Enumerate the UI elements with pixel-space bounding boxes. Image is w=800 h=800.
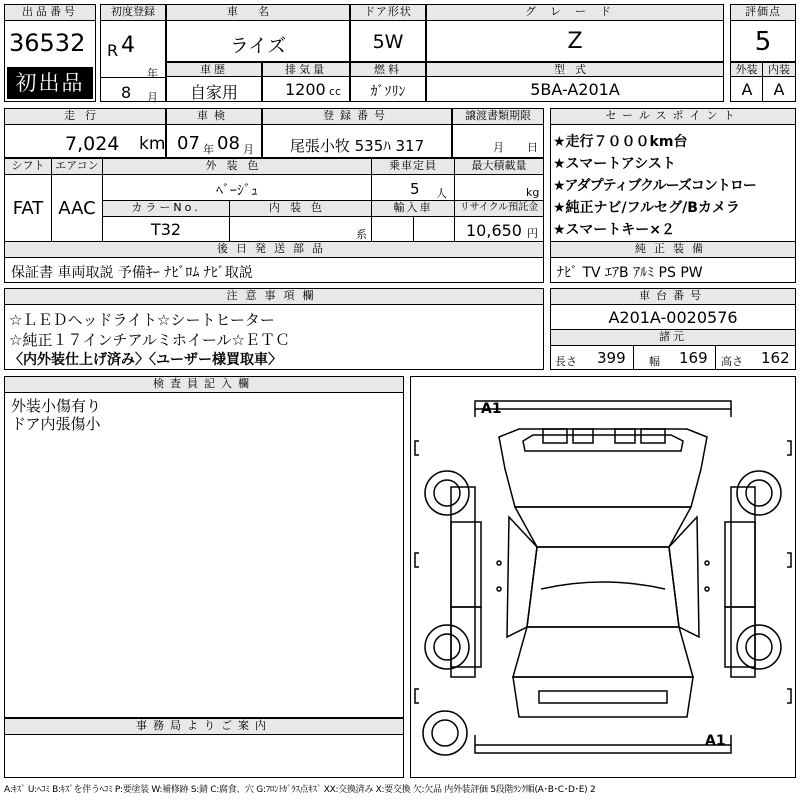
sales-points-box — [550, 108, 796, 242]
specs-label: 諸元 — [550, 329, 796, 346]
first-reg-label: 初度登録 — [100, 4, 166, 21]
transfer-box — [452, 108, 544, 158]
length-label: 長さ — [555, 355, 577, 368]
model-box — [426, 62, 724, 102]
chassis-label: 車台番号 — [550, 288, 796, 305]
mileage-unit: km — [139, 134, 166, 154]
height-label: 高さ — [721, 355, 743, 368]
mileage: 7,024 — [65, 133, 120, 155]
grade-box — [426, 4, 724, 62]
door-label: ドア形状 — [350, 4, 426, 21]
displacement: 1200 — [285, 80, 326, 99]
damage-mark-bottom: A1 — [705, 733, 726, 749]
exterior-grade: A — [741, 80, 753, 99]
ac-label: エアコン — [51, 158, 103, 175]
note-line: 〈内外装仕上げ済み〉〈ユーザー様買取車〉 — [9, 352, 282, 368]
inspection-month: 08 — [217, 133, 240, 154]
history: 自家用 — [189, 83, 238, 102]
plate-label: 登録番号 — [262, 108, 452, 125]
history-label: 車歴 — [166, 62, 262, 77]
era: R — [107, 41, 119, 60]
car-name-box — [166, 4, 350, 62]
length-value: 399 — [597, 349, 626, 367]
load-label: 最大積載量 — [454, 158, 544, 175]
damage-mark-top: A1 — [481, 401, 502, 417]
interior-grade: A — [773, 80, 785, 99]
lot-box — [4, 4, 96, 102]
reg-year: 4 — [121, 33, 135, 58]
grade-label: グレード — [426, 4, 724, 21]
transfer-label: 譲渡書類期限 — [452, 108, 544, 125]
transfer-month-unit: 月 — [493, 141, 504, 154]
inspection-box — [166, 108, 262, 158]
car-name: ライズ — [229, 35, 287, 57]
int-color-label: 内装色 — [229, 200, 372, 217]
door-box — [350, 4, 426, 62]
mileage-label: 走行 — [4, 108, 166, 125]
height-value: 162 — [761, 349, 790, 367]
first-listing-badge: 初出品 — [7, 67, 93, 99]
color-no-label: カラーNo. — [102, 200, 230, 217]
color-no: T32 — [150, 220, 182, 239]
displacement-unit: cc — [329, 85, 342, 98]
sales-point-item: ★走行７０００km台 — [553, 134, 688, 150]
ext-color: ﾍﾞｰｼﾞｭ — [216, 183, 258, 199]
lot-number: 36532 — [9, 29, 86, 57]
fuel-label: 燃料 — [350, 62, 426, 77]
inspection-year-unit: 年 — [203, 143, 214, 156]
ext-int-box — [730, 62, 796, 102]
exterior-label: 外装 — [730, 62, 763, 77]
history-box — [166, 62, 262, 102]
ac-type: AAC — [58, 198, 96, 219]
width-value: 169 — [679, 349, 708, 367]
inspection-label: 車検 — [166, 108, 262, 125]
score: 5 — [754, 27, 772, 57]
fuel: ｶﾞｿﾘﾝ — [370, 84, 406, 100]
office-label: 事務局よりご案内 — [4, 718, 404, 735]
capacity-label: 乗車定員 — [371, 158, 455, 175]
capacity-unit: 人 — [436, 187, 447, 200]
sales-point-item: ★アダプティブクルーズコントロー — [553, 178, 756, 194]
inspection-year: 07 — [177, 133, 200, 154]
shift-label: シフト — [4, 158, 52, 175]
sales-point-item: ★スマートキー×２ — [553, 222, 676, 238]
shift: FAT — [12, 198, 44, 219]
car-outline-diagram — [411, 377, 795, 777]
inspection-month-unit: 月 — [243, 143, 254, 156]
legend-text: A:ｷｽﾞ U:ﾍｺﾐ B:ｷｽﾞを伴うﾍｺﾐ P:要塗装 W:補修跡 S:錆 C:腐食、穴 G:ﾌﾛﾝﾄｶﾞﾗｽ点ｷｽﾞ XX:交換済み X:要交換 欠:欠品 内外装評価 5段階ﾗﾝｸ順(A･B･C･D･E) 2 — [4, 785, 596, 795]
equipment-text: ﾅﾋﾞ TV ｴｱB ｱﾙﾐ PS PW — [557, 265, 703, 281]
lot-label: 出品番号 — [4, 4, 96, 21]
displacement-label: 排気量 — [262, 62, 350, 77]
grade: Z — [567, 29, 583, 54]
recycle-unit: 円 — [527, 227, 538, 240]
displacement-box — [262, 62, 350, 102]
recycle-label: リサイクル預託金 — [454, 200, 544, 217]
notes-box — [4, 288, 544, 370]
inspector-label: 検査員記入欄 — [4, 376, 404, 393]
chassis-number: A201A-0020576 — [608, 308, 738, 327]
equipment-label: 純正装備 — [550, 241, 796, 258]
int-color-unit: 系 — [356, 228, 367, 241]
plate-number: 尾張小牧 535ﾊ 317 — [289, 137, 425, 155]
chassis-box — [550, 288, 796, 370]
car-name-label: 車名 — [166, 4, 350, 21]
capacity: 5 — [410, 180, 420, 198]
sales-point-item: ★純正ナビ/フルセグ/Bカメラ — [553, 200, 740, 216]
load-unit: kg — [526, 186, 540, 199]
ext-color-label: 外装色 — [102, 158, 372, 175]
width-label: 幅 — [649, 355, 660, 368]
door-type: 5W — [372, 31, 404, 53]
reg-month: 8 — [121, 83, 132, 102]
car-diagram — [410, 376, 796, 778]
interior-label: 内装 — [762, 62, 796, 77]
score-box — [730, 4, 796, 62]
transfer-day-unit: 日 — [527, 141, 538, 154]
later-parts-text: 保証書 車両取説 予備ｷｰ ﾅﾋﾞﾛﾑ ﾅﾋﾞ取説 — [11, 265, 253, 281]
sales-point-item: ★スマートアシスト — [553, 156, 676, 172]
sales-points-label: セールスポイント — [550, 108, 796, 125]
equipment-box — [550, 241, 796, 283]
recycle-fee: 10,650 — [466, 221, 522, 240]
note-line: ☆ＬＥＤヘッドライト☆シートヒーター — [9, 311, 275, 329]
first-reg-box — [100, 4, 166, 102]
inspector-box — [4, 376, 404, 718]
inspector-line: 外装小傷有り — [11, 397, 102, 415]
notes-label: 注意事項欄 — [4, 288, 544, 305]
office-box — [4, 718, 404, 778]
later-parts-label: 後日発送部品 — [4, 241, 544, 258]
model: 5BA-A201A — [530, 80, 620, 99]
mileage-box — [4, 108, 166, 158]
import-label: 輸入車 — [371, 200, 455, 217]
inspector-line: ドア内張傷小 — [11, 415, 101, 433]
model-label: 型式 — [426, 62, 724, 77]
year-unit: 年 — [147, 67, 158, 80]
later-parts-box — [4, 241, 544, 283]
plate-box — [262, 108, 452, 158]
note-line: ☆純正１７インチアルミホイール☆ＥＴＣ — [9, 331, 290, 349]
fuel-box — [350, 62, 426, 102]
score-label: 評価点 — [730, 4, 796, 21]
month-unit: 月 — [147, 91, 158, 104]
